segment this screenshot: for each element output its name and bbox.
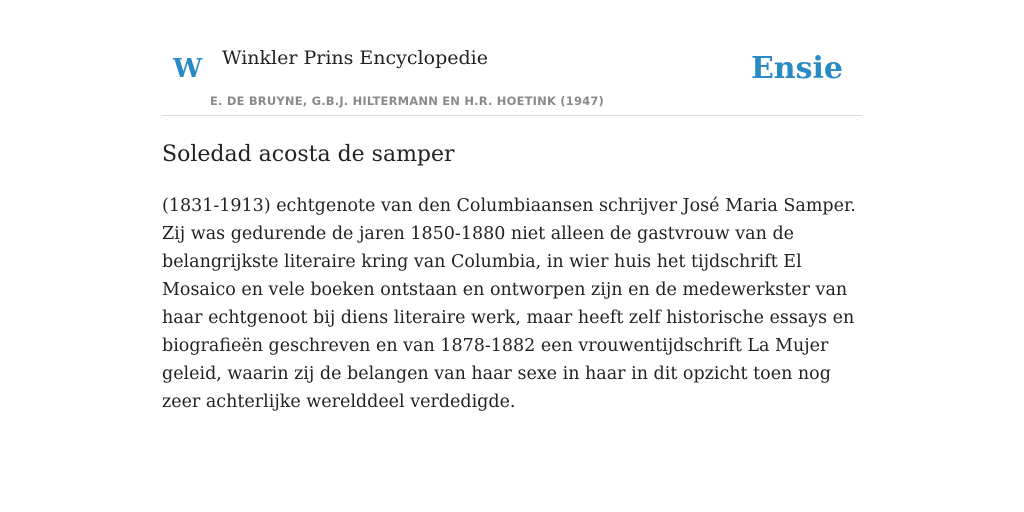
article-body: (1831-1913) echtgenote van den Columbiaansen schrijver José Maria Samper. Zij was gedurende de jaren 1850-1880 niet alleen de gastvrouw van de belangrijkste literaire kring van Columbia, in wier huis het tijdschrift El Mosaico en vele boeken ontstaan en ontworpen zijn en de medewerkster van haar echtgenoot bij diens literaire werk, maar heeft zelf historische essays en biografieën geschreven en van 1878-1882 een vrouwentijdschrift La Mujer geleid, waarin zij de belangen van haar sexe in haar in dit opzicht toen nog zeer achterlijke werelddeel verdedigde. <box>162 196 856 412</box>
article-title: Soledad acosta de samper <box>162 142 455 167</box>
encyclopedia-logo-icon[interactable]: W <box>173 54 203 84</box>
page-header <box>162 0 862 116</box>
source-authors: E. DE BRUYNE, G.B.J. HILTERMANN EN H.R. HOETINK (1947) <box>210 94 605 108</box>
encyclopedia-title[interactable]: Winkler Prins Encyclopedie <box>222 47 488 69</box>
ensie-logo-link[interactable]: Ensie <box>750 51 843 86</box>
